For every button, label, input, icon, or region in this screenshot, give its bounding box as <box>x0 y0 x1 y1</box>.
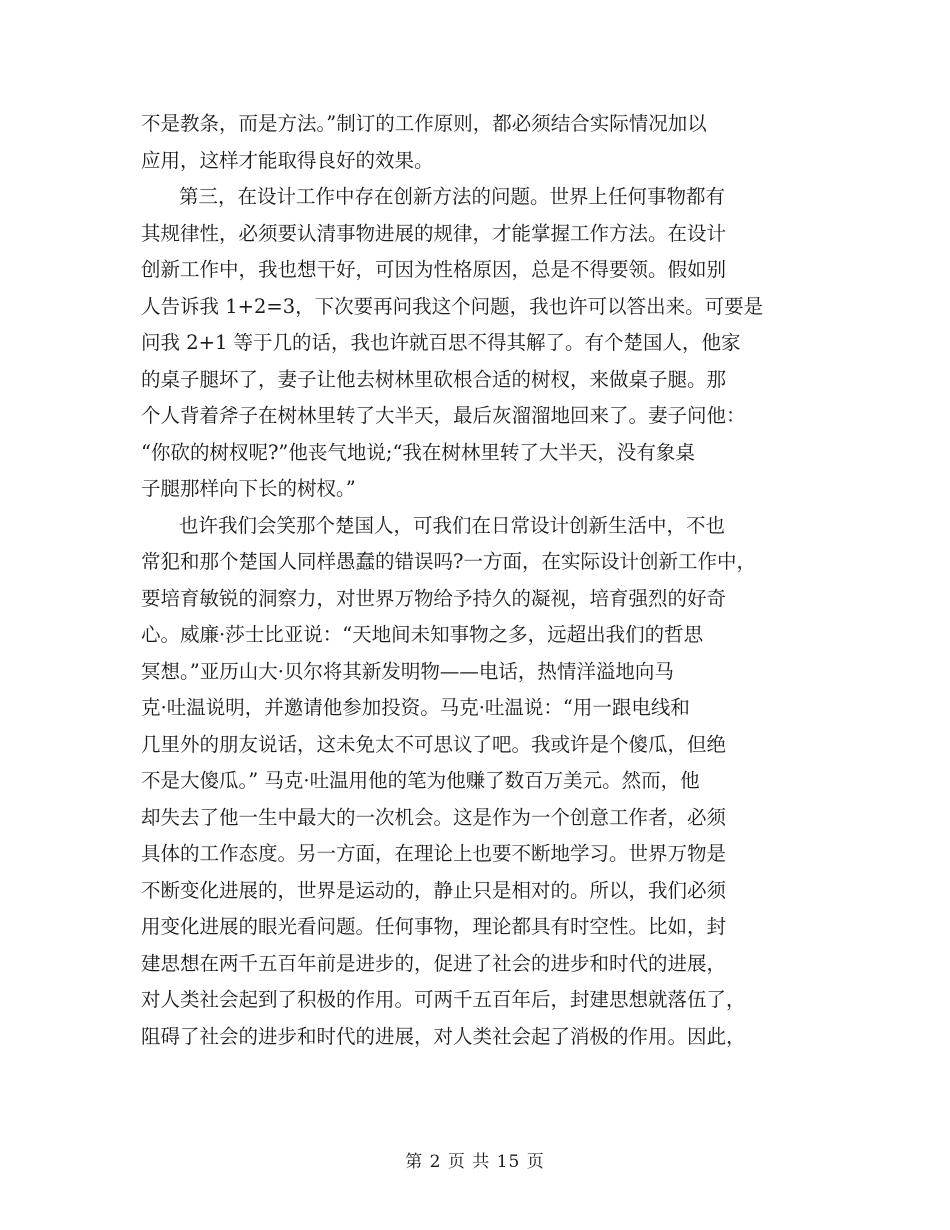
text-line: 常犯和那个楚国人同样愚蠢的错误吗?一方面，在实际设计创新工作中， <box>141 550 756 573</box>
text-line: 问我 2+1 等于几的话，我也许就百思不得其解了。有个楚国人，他家 <box>141 331 741 354</box>
text-line: 对人类社会起到了积极的作用。可两千五百年后，封建思想就落伍了， <box>141 988 746 1011</box>
text-line: 心。威廉·莎士比亚说：“天地间未知事物之多，远超出我们的哲思 <box>141 623 704 646</box>
text-line: 几里外的朋友说话，这未免太不可思议了吧。我或许是个傻瓜，但绝 <box>141 732 727 756</box>
page-footer: 第 2 页 共 15 页 <box>405 1152 545 1172</box>
text-line: 冥想。”亚历山大·贝尔将其新发明物——电话，热情洋溢地向马 <box>141 659 674 683</box>
body-text <box>141 106 816 1055</box>
text-line: 却失去了他一生中最大的一次机会。这是作为一个创意工作者，必须 <box>141 805 727 829</box>
text-line: 人告诉我 1+2=3，下次要再问我这个问题，我也许可以答出来。可要是 <box>141 294 764 318</box>
text-line: 不断变化进展的，世界是运动的，静止只是相对的。所以，我们必须 <box>141 878 727 902</box>
text-line: 也许我们会笑那个楚国人，可我们在日常设计创新生活中，不也 <box>179 513 726 537</box>
text-line: 克·吐温说明，并邀请他参加投资。马克·吐温说：“用一跟电线和 <box>141 696 690 719</box>
text-line: 不是教条，而是方法。”制订的工作原则，都必须结合实际情况加以 <box>141 112 707 135</box>
text-line: 创新工作中，我也想干好，可因为性格原因，总是不得要领。假如别 <box>141 258 727 281</box>
text-line: 用变化进展的眼光看问题。任何事物，理论都具有时空性。比如，封 <box>141 915 727 938</box>
text-line: 其规律性，必须要认清事物进展的规律，才能掌握工作方法。在设计 <box>141 221 727 245</box>
text-line: 应用，这样才能取得良好的效果。 <box>141 148 434 172</box>
text-line: 建思想在两千五百年前是进步的，促进了社会的进步和时代的进展， <box>141 951 727 975</box>
text-line: 子腿那样向下长的树杈。” <box>141 477 356 500</box>
text-line: 阻碍了社会的进步和时代的进展，对人类社会起了消极的作用。因此， <box>141 1024 746 1048</box>
text-line: 具体的工作态度。另一方面，在理论上也要不断地学习。世界万物是 <box>141 842 727 865</box>
text-line: 个人背着斧子在树林里转了大半天，最后灰溜溜地回来了。妻子问他： <box>141 404 746 427</box>
text-line: 要培育敏锐的洞察力，对世界万物给予持久的凝视，培育强烈的好奇 <box>141 586 727 610</box>
text-line: “你砍的树杈呢?”他丧气地说;“我在树林里转了大半天，没有象桌 <box>141 440 695 464</box>
text-line: 的桌子腿坏了，妻子让他去树林里砍根合适的树杈，来做桌子腿。那 <box>141 367 727 391</box>
text-line: 第三，在设计工作中存在创新方法的问题。世界上任何事物都有 <box>179 185 726 208</box>
text-line: 不是大傻瓜。” 马克·吐温用他的笔为他赚了数百万美元。然而，他 <box>141 769 700 792</box>
